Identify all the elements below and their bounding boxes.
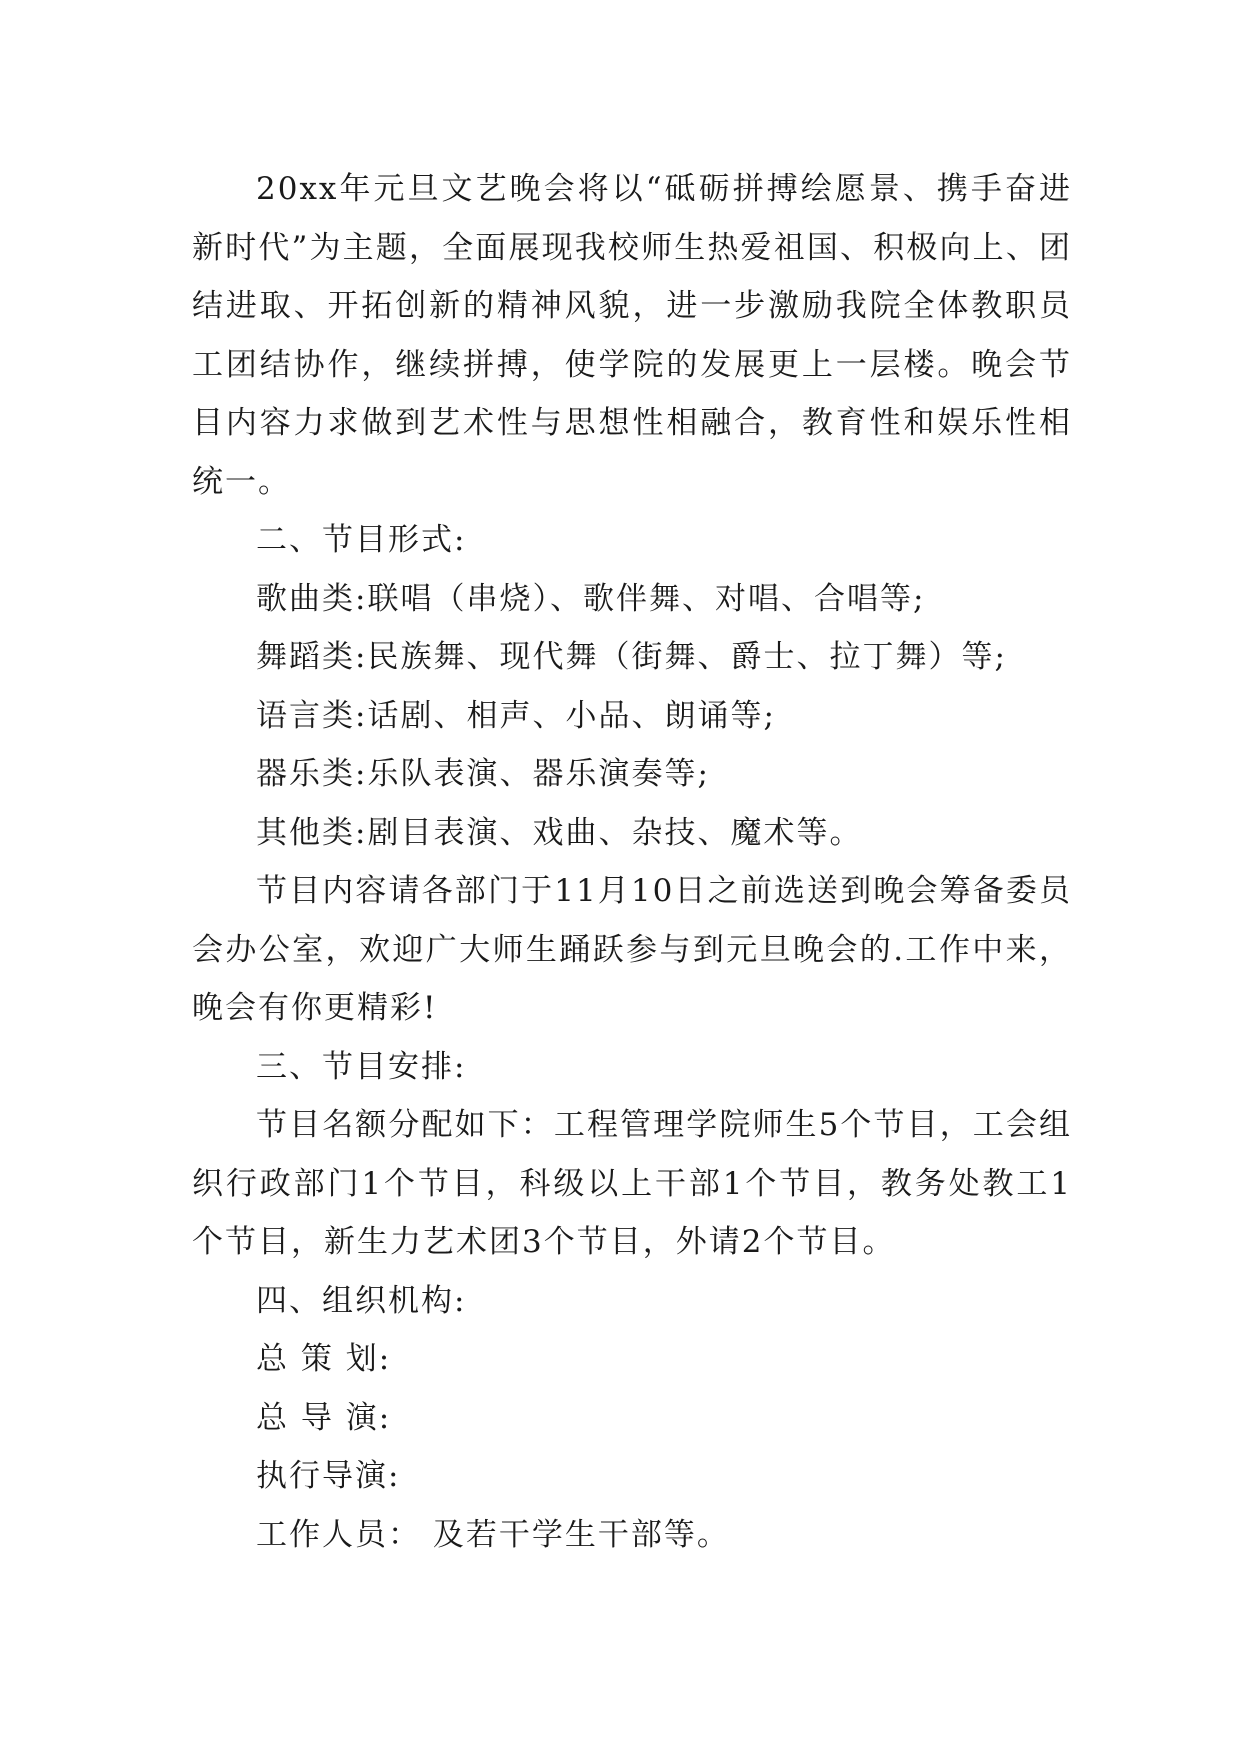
- section-heading-program-arrangement: 三、节目安排:: [256, 1048, 467, 1085]
- category-dance: 舞蹈类:民族舞、现代舞（街舞、爵士、拉丁舞）等;: [256, 639, 1007, 675]
- category-language: 语言类:话剧、相声、小品、朗诵等;: [256, 697, 776, 734]
- submission-paragraph: 节目内容请各部门于11月10日之前选送到晚会筹备委员会办公室，欢迎广大师生踊跃参与到元旦晚会的.工作中来，晚会有你更精彩!: [192, 873, 1072, 1026]
- category-songs: 歌曲类:联唱（串烧）、歌伴舞、对唱、合唱等;: [256, 580, 926, 617]
- category-other: 其他类:剧目表演、戏曲、杂技、魔术等。: [256, 814, 863, 851]
- intro-paragraph: 20xx年元旦文艺晚会将以“砥砺拼搏绘愿景、携手奋进新时代”为主题，全面展现我校师生热爱祖国、积极向上、团结进取、开拓创新的精神风貌，进一步激励我院全体教职员工团结协作，继续拼搏，使学院的发展更上一层楼。晚会节目内容力求做到艺术性与思想性相融合，教育性和娱乐性相统一。: [192, 171, 1072, 500]
- section-heading-program-forms: 二、节目形式:: [256, 522, 467, 558]
- role-executive-director: 执行导演:: [256, 1458, 401, 1494]
- section-heading-organization: 四、组织机构:: [256, 1282, 467, 1319]
- document-body: [192, 160, 1072, 1564]
- allocation-paragraph: 节目名额分配如下：工程管理学院师生5个节目，工会组织行政部门1个节目，科级以上干部1个节目，教务处教工1个节目，新生力艺术团3个节目，外请2个节目。: [192, 1107, 1072, 1260]
- role-staff: 工作人员： 及若干学生干部等。: [256, 1516, 730, 1553]
- role-chief-director: 总 导 演:: [256, 1399, 392, 1436]
- category-instrumental: 器乐类:乐队表演、器乐演奏等;: [256, 756, 710, 792]
- role-chief-planner: 总 策 划:: [256, 1341, 392, 1377]
